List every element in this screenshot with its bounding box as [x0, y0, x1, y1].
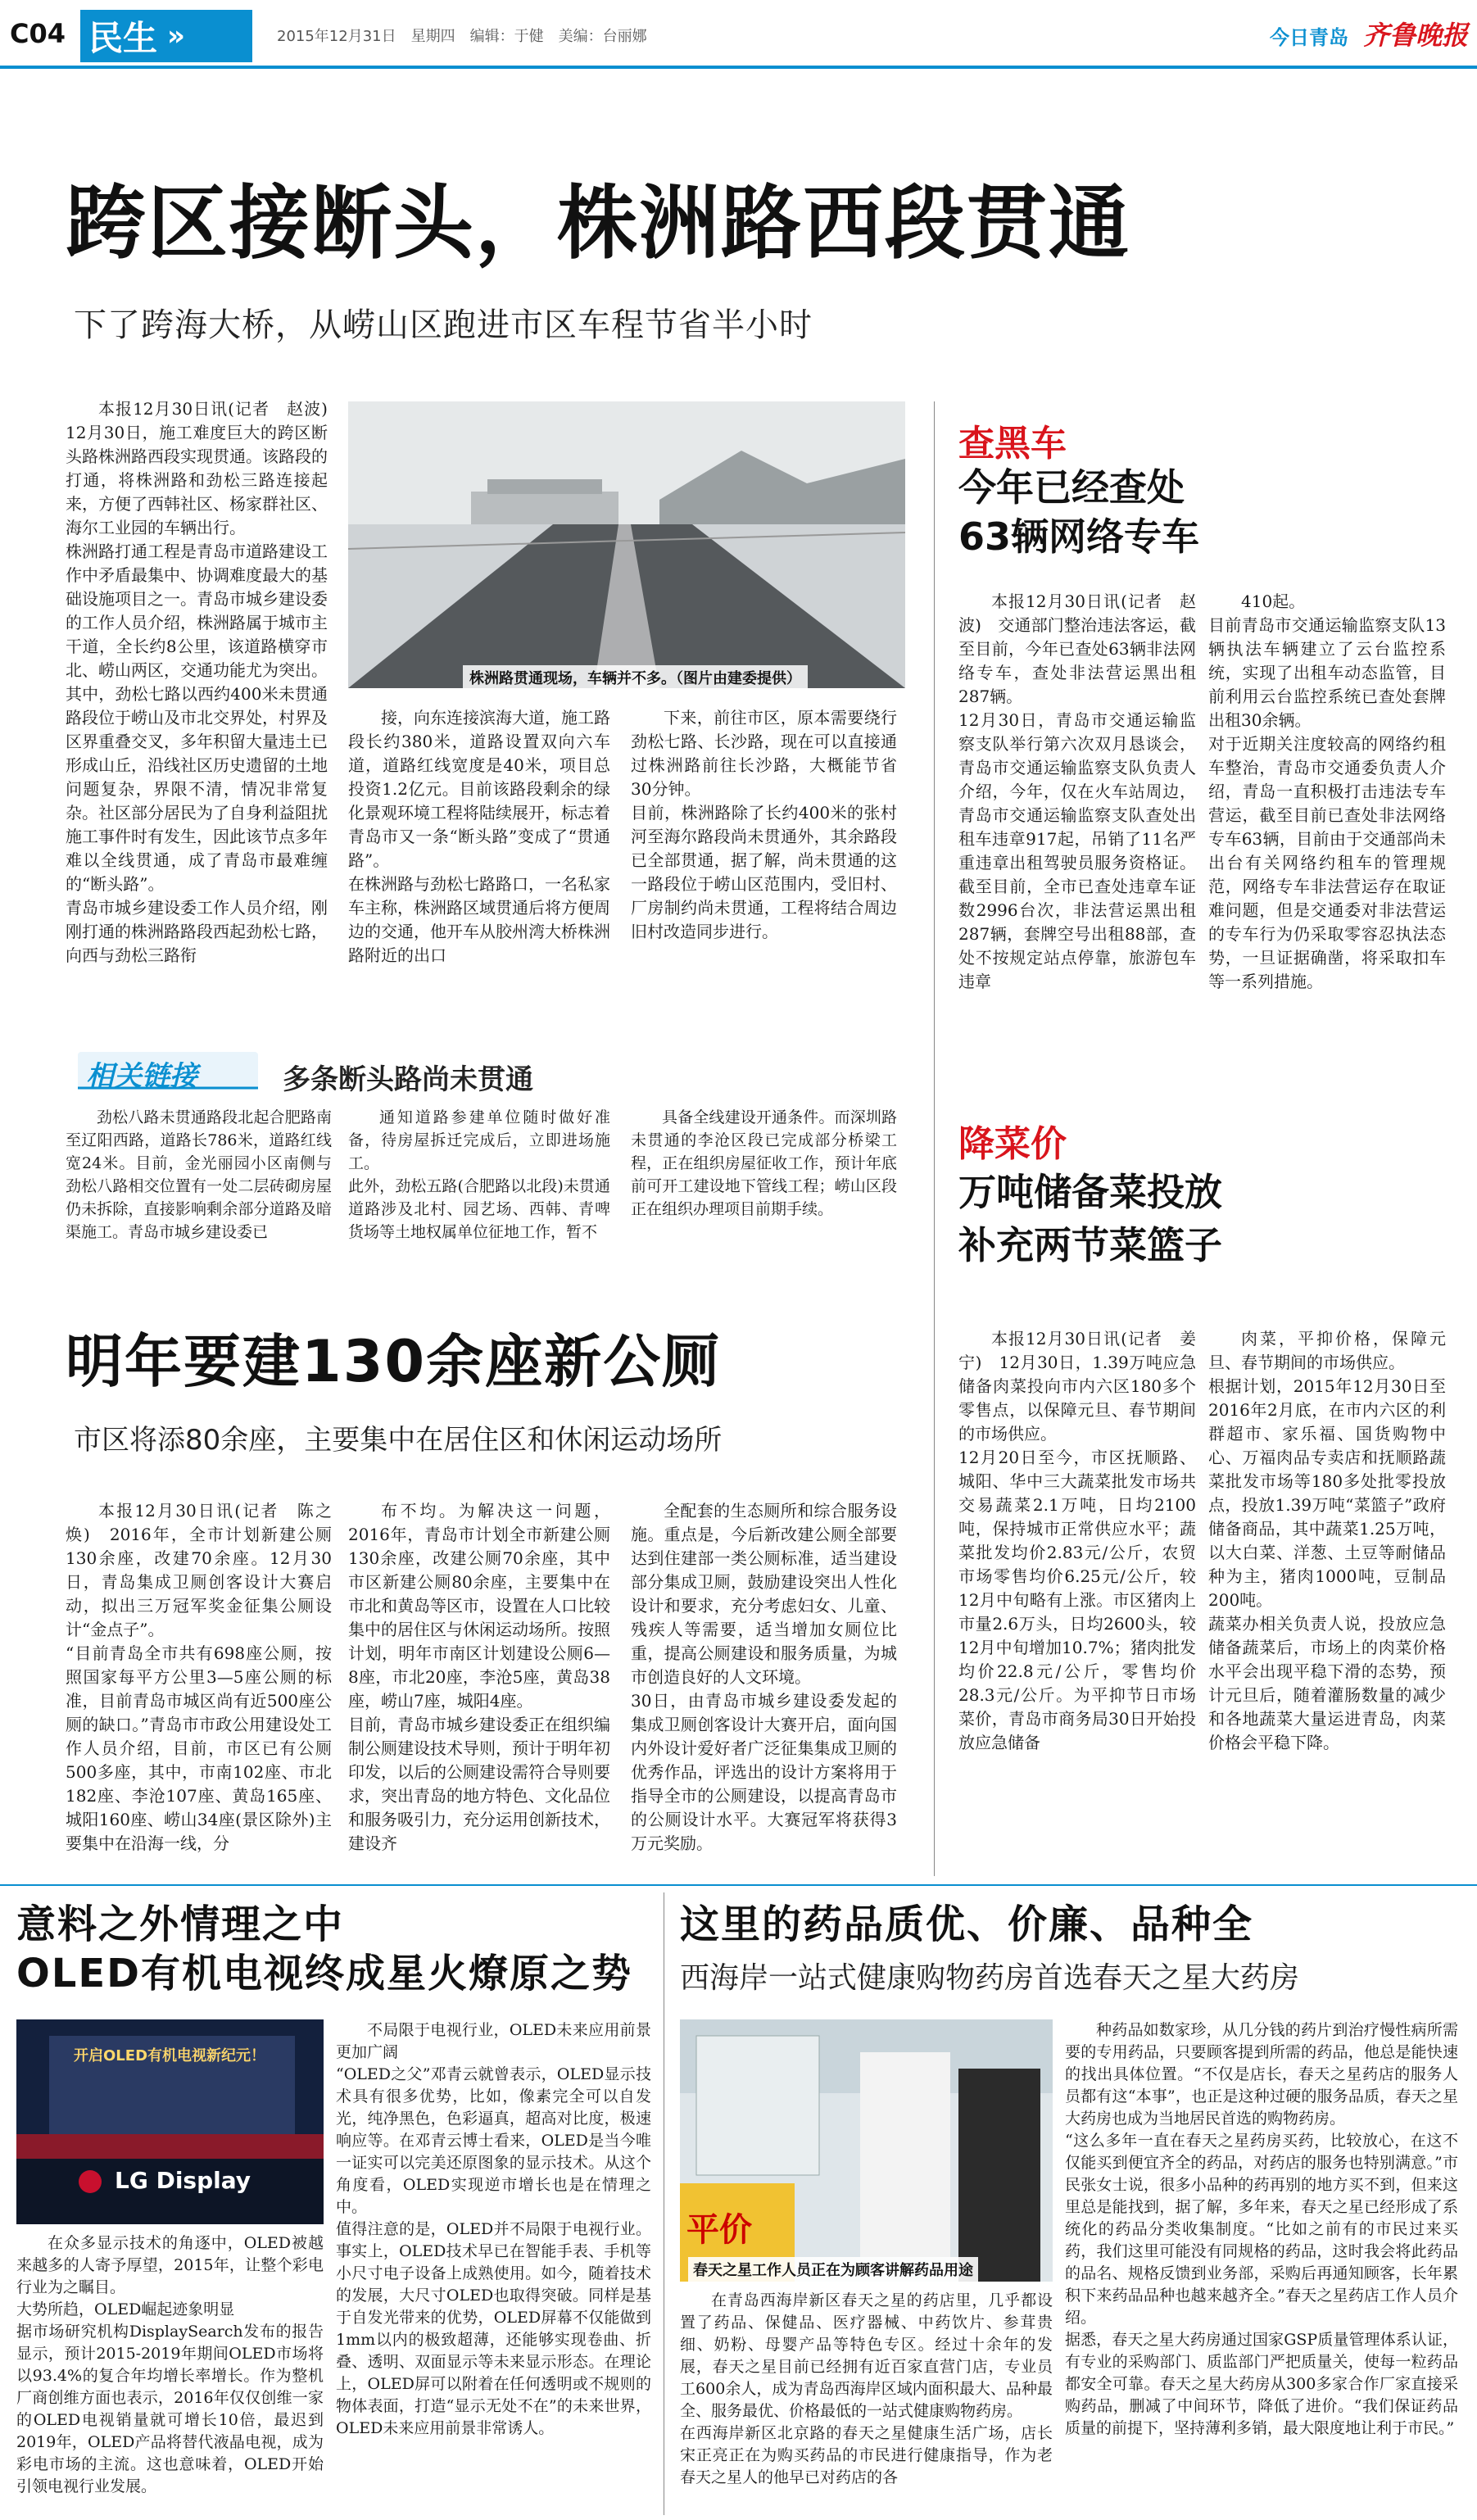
- brand-logo: 齐鲁晚报: [1363, 20, 1469, 51]
- pharmacy-column-1: [680, 2290, 1053, 2515]
- road-photo-illustration: [348, 401, 905, 688]
- pharmacy-subheadline: 西海岸一站式健康购物药房首选春天之星大药房: [680, 1961, 1300, 1995]
- oled-photo: [16, 2019, 324, 2224]
- lead-column-3: [631, 706, 897, 1042]
- toilets-column-1: [66, 1499, 332, 1868]
- lead-col1-text: 本报12月30日讯(记者 赵波) 12月30日，施工难度巨大的跨区断头路株洲路西段实现贯通。该路段的打通，将株洲路和劲松三路连接起来，方便了西韩社区、杨家群社区、海尔工业园的车辆出行。 株洲路打通工程是青岛市道路建设工作中矛盾最集中、协调难度最大的基础设施项目之一。青岛市城乡建设委的工作人员介绍，株洲路属于城市主干道，全长约8公里，该道路横穿市北、崂山两区，交通功能尤为突出。其中，劲松七路以西约400米未贯通路段位于崂山及市北交界处，村界及区界重叠交叉，多年积留大量违土已形成山丘，沿线社区历史遗留的土地问题复杂，界限不清，情况非常复杂。社区部分居民为了自身利益阻扰施工事件时有发生，因此该节点多年难以全线贯通，成了青岛市最难缠的“断头路”。 青岛市城乡建设委工作人员介绍，刚刚打通的株洲路路段西起劲松七路，向西与劲松三路衔: [66, 399, 328, 965]
- issue-meta: 2015年12月31日 星期四 编辑：于健 美编：台丽娜: [277, 28, 647, 45]
- taxi-column-1: [958, 590, 1196, 1081]
- brand-city: 今日青岛: [1270, 26, 1348, 49]
- veg-kicker: 降菜价: [958, 1123, 1067, 1165]
- veg-col2-text: 肉菜，平抑价格，保障元旦、春节期间的市场供应。 根据计划，2015年12月30日至2016年2月底，在市内六区的利群超市、家乐福、国货购物中心、万福肉品专卖店和抚顺路蔬菜批发市场等180多处批零投放点，投放1.39万吨“菜篮子”政府储备商品，其中蔬菜1.25万吨，以大白菜、洋葱、土豆等耐储品种为主，猪肉1000吨，豆制品200吨。 蔬菜办相关负责人说，投放应急储备蔬菜后，市场上的肉菜价格水平会出现平稳下滑的态势，预计元旦后，随着灌肠数量的减少和各地蔬菜大量运进青岛，肉菜价格会平稳下降。: [1208, 1329, 1446, 1752]
- related-column-3: [631, 1106, 897, 1278]
- bottom-section-rule: [0, 1884, 1477, 1886]
- lead-photo: [348, 401, 905, 688]
- lead-headline: 跨区接断头，株洲路西段贯通: [66, 177, 1131, 270]
- taxi-kicker: 查黑车: [958, 423, 1067, 465]
- taxi-column-2: [1208, 590, 1446, 1081]
- page-number: C04: [10, 18, 66, 49]
- section-name: 民生: [88, 18, 158, 58]
- veg-col1-text: 本报12月30日讯(记者 姜宁) 12月30日，1.39万吨应急储备肉菜投向市内六区180多个零售点，以保障元旦、春节期间的市场供应。 12月20日至今，市区抚顺路、城阳、华中三大蔬菜批发市场共交易蔬菜2.1万吨，日均2100吨，保持城市正常供应水平；蔬菜批发均价2.83元/公斤，农贸市场零售均价6.25元/公斤，较12月中旬略有上涨。市区猪肉上市量2.6万头，日均2600头，较12月中旬增加10.7%；猪肉批发均价22.8元/公斤，零售均价28.3元/公斤。为平抑节日市场菜价，青岛市商务局30日开始投放应急储备: [958, 1329, 1196, 1752]
- lead-column-1: [66, 397, 328, 1045]
- masthead: [0, 0, 1477, 66]
- toilets-column-2: [348, 1499, 610, 1868]
- veg-column-1: [958, 1327, 1196, 1868]
- taxi-headline-line1: 今年已经查处: [958, 465, 1185, 510]
- oled-headline-line1: 意料之外情理之中: [16, 1901, 345, 1947]
- header-rule: [0, 66, 1477, 69]
- toilets-col3-text: 全配套的生态厕所和综合服务设施。重点是，今后新改建公厕全部要达到住建部一类公厕标准，适当建设部分集成卫厕，鼓励建设突出人性化设计和要求，充分考虑妇女、儿童、残疾人等需要，适当增加女厕位比重，提高公厕建设和服务质量，为城市创造良好的人文环境。 30日，由青岛市城乡建设委发起的集成卫厕创客设计大赛开启，面向国内外设计爱好者广泛征集集成卫厕的优秀作品，评选出的设计方案将用于指导全市的公厕建设，以提高青岛市的公厕设计水平。大赛冠军将获得3万元奖励。: [631, 1501, 897, 1853]
- toilets-subheadline: 市区将添80余座，主要集中在居住区和休闲运动场所: [74, 1424, 723, 1457]
- sidebar-divider: [934, 401, 935, 1876]
- related-col1-text: 劲松八路未贯通路段北起合肥路南至辽阳西路，道路长786米，道路红线宽24米。目前，金光丽园小区南侧与劲松八路相交位置有一处二层砖砌房屋仍未拆除，直接影响剩余部分道路及暗渠施工。青岛市城乡建设委已: [66, 1108, 332, 1241]
- oled-column-1: [16, 2232, 324, 2515]
- lead-photo-caption: 株洲路贯通现场，车辆并不多。（图片由建委提供）: [463, 665, 808, 690]
- pharmacy-col2-text: 种药品如数家珍，从几分钱的药片到治疗慢性病所需要的专用药品，只要顾客提到所需的药品，他总是能快速的找出具体位置。“不仅是店长，春天之星药店的服务人员都有这“本事”，也正是这种过硬的服务品质，春天之星大药房也成为当地居民首选的购物药房。 “这么多年一直在春天之星药房买药，比较放心，在这不仅能买到便宜齐全的药品，对药店的服务也特别满意。”市民张女士说，很多小品种的药再别的地方买不到，但来这里总是能找到，据了解，多年来，春天之星已经形成了系统化的药品分类收集制度。“比如之前有的市民过来买药，我们这里可能没有同规格的药品，这时我会将此药品的品名、规格反馈到业务部，采购后再通知顾客，长年累积下来药品品种也越来越齐全。”春天之星药店工作人员介绍。 据悉，春天之星大药房通过国家GSP质量管理体系认证，有专业的采购部门、质监部门严把质量关，使每一粒药品都安全可靠。春天之星大药房从300多家合作厂家直接采购药品，删减了中间环节，降低了进价。“我们保证药品质量的前提下，坚持薄利多销，最大限度地让利于市民。”: [1065, 2021, 1458, 2437]
- double-chevron-icon: »: [167, 20, 185, 52]
- oled-col2-text: 不局限于电视行业，OLED未来应用前景更加广阔 “OLED之父”邓青云就曾表示，OLED显示技术具有很多优势，比如，像素完全可以自发光，纯净黑色，色彩逼真，超高对比度，极速响应等。在邓青云博士看来，OLED是当今唯一证实可以完美还原图象的显示技术。从这个角度看，OLED实现逆市增长也是在情理之中。 值得注意的是，OLED并不局限于电视行业。事实上，OLED技术早已在智能手表、手机等小尺寸电子设备上成熟使用。如今，随着技术的发展，大尺寸OLED也取得突破。同样是基于自发光带来的优势，OLED屏幕不仅能做到1mm以内的极致超薄，还能够实现卷曲、折叠、透明、双面显示等未来显示形态。在理论上，OLED屏可以附着在任何透明或不规则的物体表面，打造“显示无处不在”的未来世界，OLED未来应用前景非常诱人。: [336, 2021, 651, 2437]
- veg-headline-line1: 万吨储备菜投放: [958, 1170, 1222, 1214]
- veg-headline-line2: 补充两节菜篮子: [958, 1223, 1222, 1267]
- related-headline: 多条断头路尚未贯通: [283, 1063, 533, 1096]
- related-col3-text: 具备全线建设开通条件。而深圳路未贯通的李沧区段已完成部分桥梁工程，正在组织房屋征收工作，预计年底前可开工建设地下管线工程；崂山区段正在组织办理项目前期手续。: [631, 1108, 897, 1218]
- section-label: [80, 10, 252, 62]
- toilets-col2-text: 布不均。为解决这一问题，2016年，青岛市计划全市新建公厕130余座，改建公厕70余座，其中市区新建公厕80余座，主要集中在市北和黄岛等区市，设置在人口比较集中的居住区与休闲运动场所。按照计划，明年市南区计划建设公厕6—8座，市北20座，李沧5座，黄岛38座，崂山7座，城阳4座。 目前，青岛市城乡建设委正在组织编制公厕建设技术导则，预计于明年初印发，以后的公厕建设需符合导则要求，突出青岛的地方特色、文化品位和服务吸引力，充分运用创新技术，建设齐: [348, 1501, 610, 1853]
- pharmacy-photo-sign: 平价: [686, 2211, 752, 2249]
- veg-column-2: [1208, 1327, 1446, 1868]
- related-link-badge: [78, 1049, 258, 1093]
- taxi-headline-line2: 63辆网络专车: [958, 514, 1200, 559]
- oled-column-2: [336, 2019, 651, 2515]
- pharmacy-column-2: [1065, 2019, 1458, 2515]
- oled-photo-banner: 开启OLED有机电视新纪元！: [74, 2047, 266, 2064]
- pharmacy-col1-text: 在青岛西海岸新区春天之星的药店里，几乎都设置了药品、保健品、医疗器械、中药饮片、参茸贵细、奶粉、母婴产品等特色专区。经过十余年的发展，春天之星目前已经拥有近百家直营门店，专业员工600余人，成为青岛西海岸区域内面积最大、品种最全、服务最优、价格最低的一站式健康购物药房。 在西海岸新区北京路的春天之星健康生活广场，店长宋正亮正在为购买药品的市民进行健康指导，作为老春天之星人的他早已对药店的各: [680, 2291, 1053, 2486]
- lead-subheadline: 下了跨海大桥，从崂山区跑进市区车程节省半小时: [74, 306, 813, 344]
- toilets-col1-text: 本报12月30日讯(记者 陈之焕) 2016年，全市计划新建公厕130余座，改建70余座。12月30日，青岛集成卫厕创客设计大赛启动，拟出三万冠军奖金征集公厕设计“金点子”。 “目前青岛全市共有698座公厕，按照国家每平方公里3—5座公厕的标准，目前青岛市城区尚有近500座公厕的缺口。”青岛市市政公用建设处工作人员介绍，目前，市区已有公厕500多座，其中，市南102座、市北182座、李沧107座、黄岛165座、城阳160座、崂山34座(景区除外)主要集中在沿海一线，分: [66, 1501, 332, 1853]
- pharmacy-photo-caption: 春天之星工作人员正在为顾客讲解药品用途: [688, 2257, 978, 2282]
- related-link-label: 相关链接: [86, 1060, 197, 1093]
- oled-headline-line2: OLED有机电视终成星火燎原之势: [16, 1951, 633, 1997]
- lead-column-2: [348, 706, 610, 1042]
- related-col2-text: 通知道路参建单位随时做好准备，待房屋拆迁完成后，立即进场施工。 此外，劲松五路(合肥路以北段)未贯通道路涉及北村、园艺场、西韩、青啤货场等土地权属单位征地工作，暂不: [348, 1108, 610, 1241]
- toilets-column-3: [631, 1499, 897, 1868]
- lead-col2-text: 接，向东连接滨海大道，施工路段长约380米，道路设置双向六车道，道路红线宽度是40米，项目总投资1.2亿元。目前该路段剩余的绿化景观环境工程将陆续展开，标志着青岛市又一条“断头路”变成了“贯通路”。 在株洲路与劲松七路路口，一名私家车主称，株洲路区域贯通后将方便周边的交通，他开车从胶州湾大桥株洲路附近的出口: [348, 708, 610, 965]
- taxi-col1-text: 本报12月30日讯(记者 赵波) 交通部门整治违法客运，截至目前，今年已查处63辆非法网络专车，查处非法营运黑出租287辆。 12月30日，青岛市交通运输监察支队举行第六次双月恳谈会，青岛市交通运输监察支队负责人介绍，今年，仅在火车站周边，青岛市交通运输监察支队查处出租车违章917起，吊销了11名严重违章出租驾驶员服务资格证。截至目前，全市已查处违章车证数2996台次，非法营运黑出租287辆，套牌空号出租88部，查处不按规定站点停靠，旅游包车违章: [958, 591, 1196, 991]
- related-column-1: [66, 1106, 332, 1278]
- related-column-2: [348, 1106, 610, 1278]
- taxi-col2-text: 410起。 目前青岛市交通运输监察支队13辆执法车辆建立了云台监控系统，实现了出租车动态监管，目前利用云台监控系统已查处套牌出租30余辆。 对于近期关注度较高的网络约租车整治，青岛市交通委负责人介绍，青岛一直积极打击违法专车营运，截至目前已查处非法网络专车63辆，目前由于交通部尚未出台有关网络约租车的管理规范，网络专车非法营运存在取证难问题，但是交通委对非法营运的专车行为仍采取零容忍执法态势，一旦证据确凿，将采取扣车等一系列措施。: [1208, 591, 1446, 991]
- toilets-headline: 明年要建130余座新公厕: [66, 1328, 722, 1395]
- oled-photo-brand: LG Display: [115, 2167, 251, 2194]
- pharmacy-photo: [680, 2019, 1053, 2282]
- oled-col1-text: 在众多显示技术的角逐中，OLED被越来越多的人寄予厚望，2015年，让整个彩电行业为之瞩目。 大势所趋，OLED崛起迹象明显 据市场研究机构DisplaySearch发布的报告显示，预计2015-2019年期间OLED市场将以93.4%的复合年均增长率增长。作为整机厂商创维方面也表示，2016年仅仅创维一家的OLED电视销量就可增长10倍，最迟到2019年，OLED产品将替代液晶电视，成为彩电市场的主流。这也意味着，OLED开始引领电视行业发展。: [16, 2234, 324, 2495]
- lead-col3-text: 下来，前往市区，原本需要绕行劲松七路、长沙路，现在可以直接通过株洲路前往长沙路，大概能节省30分钟。 目前，株洲路除了长约400米的张村河至海尔路段尚未贯通外，其余路段已全部贯通，据了解，尚未贯通的这一路段位于崂山区范围内，受旧村、厂房制约尚未贯通，工程将结合周边旧村改造同步进行。: [631, 708, 897, 941]
- pharmacy-headline: 这里的药品质优、价廉、品种全: [680, 1901, 1254, 1947]
